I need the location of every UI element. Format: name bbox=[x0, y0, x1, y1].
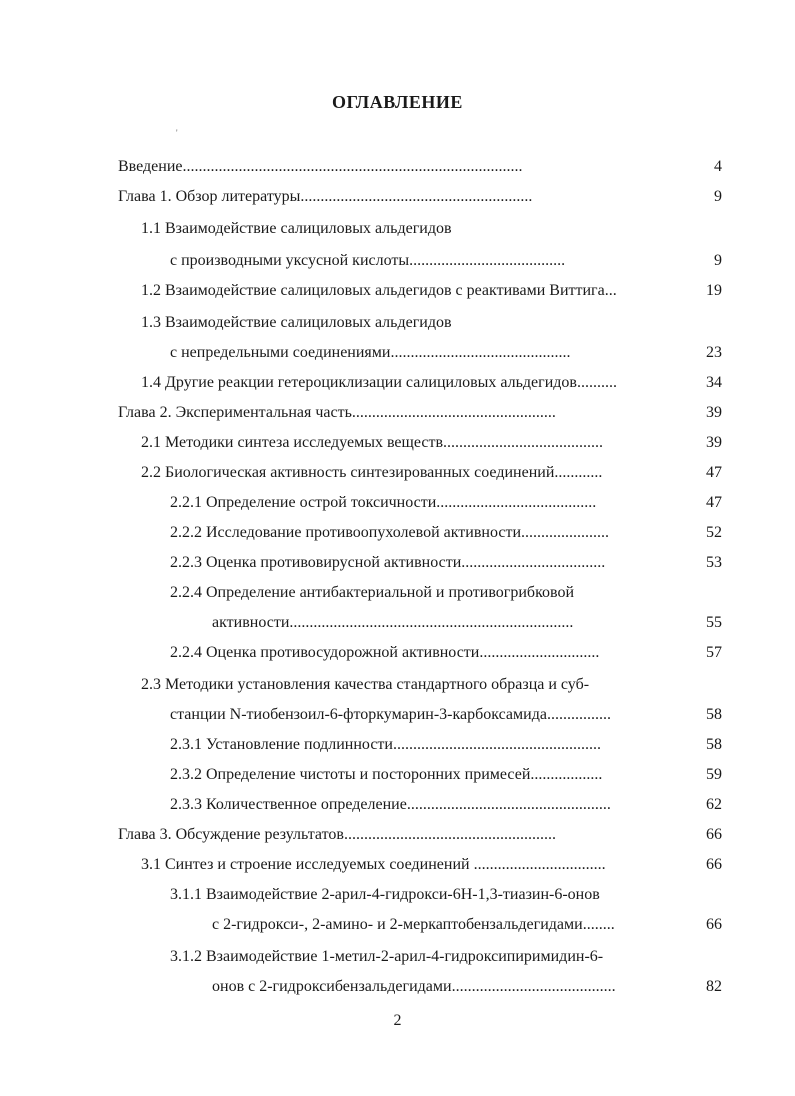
toc-row bbox=[0, 730, 795, 760]
toc-entry-page: 55 bbox=[706, 614, 722, 631]
toc-entry-text: 1.2 Взаимодействие салициловых альдегидов с реактивами Виттига... bbox=[141, 282, 617, 299]
toc-entry-page: 82 bbox=[706, 978, 722, 995]
toc-entry-text: 1.3 Взаимодействие салициловых альдегидов bbox=[141, 314, 452, 331]
toc-entry-text: 2.3 Методики установления качества стандартного образца и суб- bbox=[141, 676, 590, 693]
toc-entry-text: 2.3.1 Установление подлинности.................................................... bbox=[170, 736, 601, 753]
toc-entry-text: 2.3.3 Количественное определение................................................... bbox=[170, 796, 611, 813]
toc-entry-page: 62 bbox=[706, 796, 722, 813]
toc-row bbox=[0, 790, 795, 820]
toc-row bbox=[0, 548, 795, 578]
toc-row bbox=[0, 398, 795, 428]
toc-entry-text: 1.1 Взаимодействие салициловых альдегидов bbox=[141, 220, 452, 237]
toc-entry-text: с непредельными соединениями............................................. bbox=[170, 344, 571, 361]
toc-row bbox=[0, 972, 795, 1002]
toc-entry-text: Введение..................................................................................... bbox=[118, 158, 523, 175]
toc-row bbox=[0, 942, 795, 972]
toc-entry-page: 39 bbox=[706, 434, 722, 451]
toc-row bbox=[0, 246, 795, 276]
toc-entry-page: 53 bbox=[706, 554, 722, 571]
toc-entry-page: 9 bbox=[714, 188, 722, 205]
toc-entry-page: 39 bbox=[706, 404, 722, 421]
toc-row bbox=[0, 152, 795, 182]
toc-entry-text: 2.2.1 Определение острой токсичности........................................ bbox=[170, 494, 597, 511]
toc-entry-page: 19 bbox=[706, 282, 722, 299]
toc-entry-page: 23 bbox=[706, 344, 722, 361]
toc-entry-page: 52 bbox=[706, 524, 722, 541]
toc-entry-text: активности....................................................................... bbox=[212, 614, 574, 631]
toc-row bbox=[0, 820, 795, 850]
toc-entry-page: 57 bbox=[706, 644, 722, 661]
toc-row bbox=[0, 488, 795, 518]
toc-entry-text: 2.3.2 Определение чистоты и посторонних примесей.................. bbox=[170, 766, 603, 783]
toc-entry-text: 2.2.3 Оценка противовирусной активности.................................... bbox=[170, 554, 606, 571]
toc-entry-text: 2.2 Биологическая активность синтезированных соединений............ bbox=[141, 464, 603, 481]
toc-row bbox=[0, 608, 795, 638]
page-title: ОГЛАВЛЕНИЕ bbox=[332, 92, 463, 112]
page-number: 2 bbox=[393, 1012, 402, 1029]
toc-row bbox=[0, 428, 795, 458]
toc-entry-text: 3.1.1 Взаимодействие 2-арил-4-гидрокси-6H-1,3-тиазин-6-онов bbox=[170, 886, 600, 903]
toc-entry-text: 2.2.4 Определение антибактериальной и противогрибковой bbox=[170, 584, 575, 601]
toc-entry-page: 9 bbox=[714, 252, 722, 269]
toc-row bbox=[0, 760, 795, 790]
toc-row bbox=[0, 638, 795, 668]
toc-entry-page: 47 bbox=[706, 494, 722, 511]
toc-entry-page: 66 bbox=[706, 826, 722, 843]
toc-entry-text: Глава 1. Обзор литературы.......................................................... bbox=[118, 188, 533, 205]
toc-entry-page: 34 bbox=[706, 374, 722, 391]
toc-row bbox=[0, 458, 795, 488]
toc-entry-text: с производными уксусной кислоты....................................... bbox=[170, 252, 566, 269]
toc-row bbox=[0, 700, 795, 730]
toc-entry-page: 59 bbox=[706, 766, 722, 783]
toc-entry-text: 2.1 Методики синтеза исследуемых веществ........................................ bbox=[141, 434, 603, 451]
toc-entry-page: 47 bbox=[706, 464, 722, 481]
toc-entry-page: 58 bbox=[706, 736, 722, 753]
toc-entry-text: 1.4 Другие реакции гетероциклизации салициловых альдегидов.......... bbox=[141, 374, 617, 391]
toc-row bbox=[0, 214, 795, 244]
toc-entry-text: Глава 3. Обсуждение результатов..................................................... bbox=[118, 826, 556, 843]
toc-row bbox=[0, 578, 795, 608]
toc-entry-page: 4 bbox=[714, 158, 722, 175]
toc-entry-text: 3.1 Синтез и строение исследуемых соединений ................................. bbox=[141, 856, 606, 873]
toc-entry-text: онов с 2-гидроксибензальдегидами......................................... bbox=[212, 978, 616, 995]
toc-row bbox=[0, 518, 795, 548]
toc-entry-page: 66 bbox=[706, 916, 722, 933]
toc-row bbox=[0, 670, 795, 700]
toc-row bbox=[0, 308, 795, 338]
scan-tick-mark: ' bbox=[176, 128, 178, 138]
toc-row bbox=[0, 338, 795, 368]
toc-row bbox=[0, 368, 795, 398]
toc-entry-text: с 2-гидрокси-, 2-амино- и 2-меркаптобензальдегидами........ bbox=[212, 916, 615, 933]
toc-entry-text: Глава 2. Экспериментальная часть................................................... bbox=[118, 404, 556, 421]
toc-row bbox=[0, 182, 795, 212]
toc-entry-text: 2.2.2 Исследование противоопухолевой активности...................... bbox=[170, 524, 610, 541]
toc-row bbox=[0, 276, 795, 306]
toc-row bbox=[0, 910, 795, 940]
toc-entry-text: 3.1.2 Взаимодействие 1-метил-2-арил-4-гидроксипиримидин-6- bbox=[170, 948, 604, 965]
toc-entry-page: 66 bbox=[706, 856, 722, 873]
toc-entry-page: 58 bbox=[706, 706, 722, 723]
toc-row bbox=[0, 850, 795, 880]
toc-entry-text: станции N-тиобензоил-6-фторкумарин-3-карбоксамида................ bbox=[170, 706, 611, 723]
toc-entry-text: 2.2.4 Оценка противосудорожной активности.............................. bbox=[170, 644, 600, 661]
toc-row bbox=[0, 880, 795, 910]
